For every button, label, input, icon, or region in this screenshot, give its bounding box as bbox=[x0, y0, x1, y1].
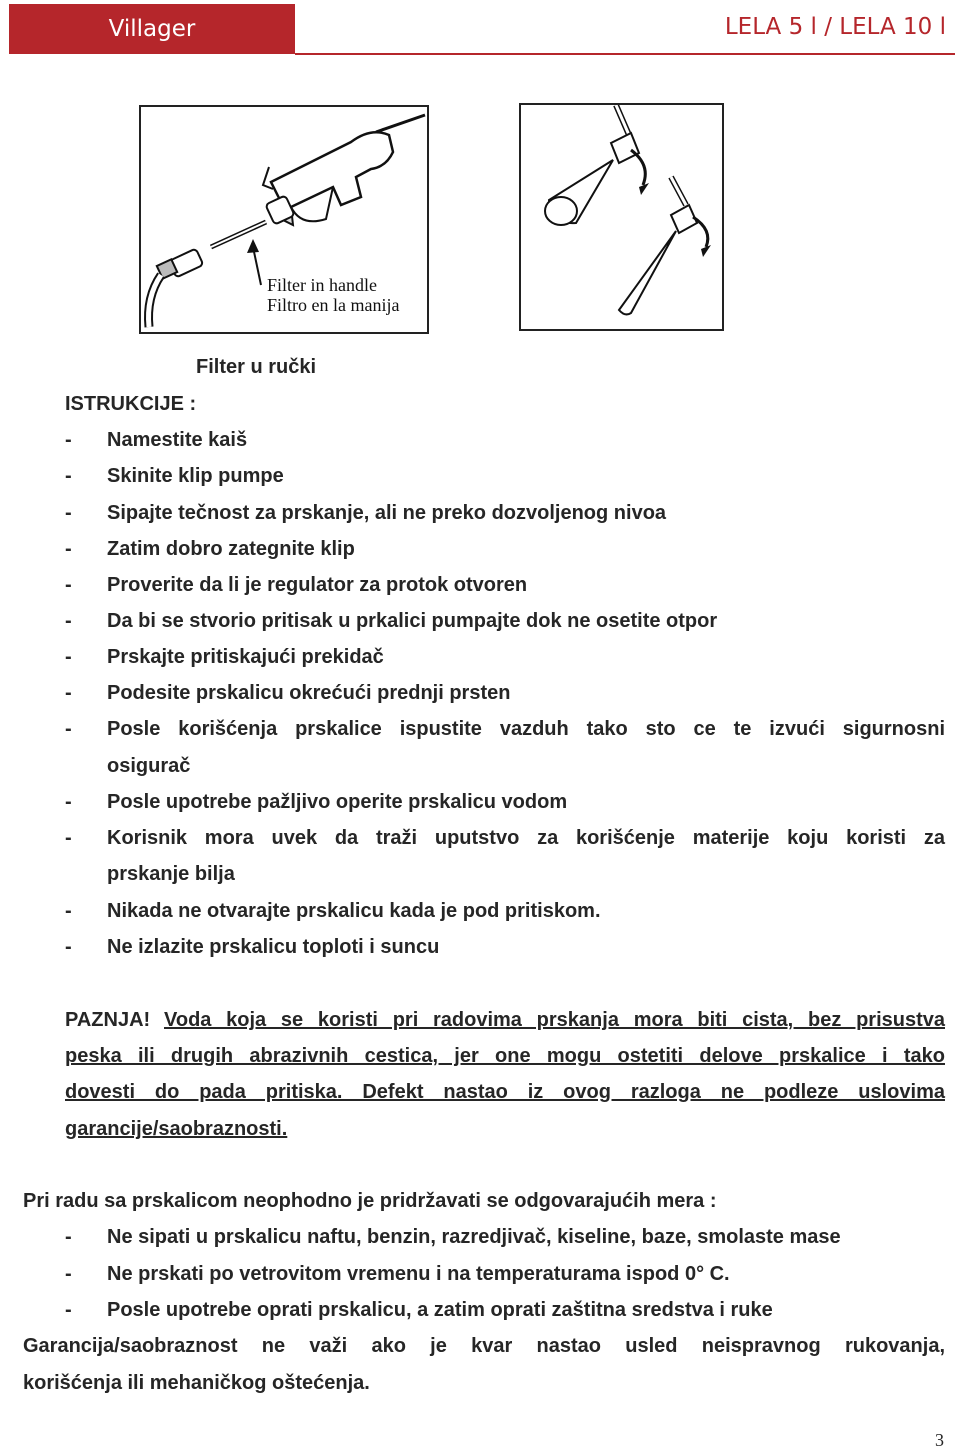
list-item: Sipajte tečnost za prskanje, ali ne preko dozvoljenog nivoa bbox=[107, 502, 667, 524]
list-item: Skinite klip pumpe bbox=[107, 465, 284, 487]
list-item: Ne izlazite prskalicu toploti i suncu bbox=[107, 936, 440, 958]
list-item: Da bi se stvorio pritisak u prkalici pumpajte dok ne osetite otpor bbox=[107, 610, 718, 632]
handle-filter-figure bbox=[139, 105, 429, 334]
list-item: Ne sipati u prskalicu naftu, benzin, razredjivač, kiseline, baze, smolaste mase bbox=[107, 1226, 841, 1248]
list-item: Posle korišćenja prskalice ispustite vazduh tako sto ce te izvući sigurnosni bbox=[107, 718, 945, 740]
instructions-title: ISTRUKCIJE : bbox=[65, 393, 197, 415]
warranty-note: Garancija/saobraznost ne važi ako je kvar nastao usled neispravnog rukovanja, bbox=[23, 1335, 945, 1357]
model-title: LELA 5 l / LELA 10 l bbox=[724, 14, 946, 40]
figure-label-en: Filter in handle bbox=[267, 275, 377, 295]
brand-name: Villager bbox=[108, 16, 196, 42]
list-item: Prskajte pritiskajući prekidač bbox=[107, 646, 384, 668]
warning-line: Voda koja se koristi pri radovima prskanja mora biti cista, bez prisustva bbox=[164, 1009, 945, 1031]
page-number: 3 bbox=[935, 1430, 944, 1450]
list-item: Nikada ne otvarajte prskalicu kada je pod pritiskom. bbox=[107, 900, 601, 922]
list-item-continuation: osigurač bbox=[107, 755, 191, 777]
header-rule bbox=[295, 53, 955, 55]
warning-label: PAZNJA! bbox=[65, 1009, 151, 1031]
warranty-note-continuation: korišćenja ili mehaničkog oštećenja. bbox=[23, 1372, 370, 1394]
list-item: Namestite kaiš bbox=[107, 429, 248, 451]
warning-line: peska ili drugih abrazivnih cestica, jer one mogu ostetiti delove prskalice i tako bbox=[65, 1045, 945, 1067]
list-item: Korisnik mora uvek da traži uputstvo za korišćenje materije koju koristi za bbox=[107, 827, 945, 849]
spray-nozzle-icon bbox=[521, 105, 722, 329]
figure-caption: Filter u ručki bbox=[196, 356, 317, 378]
brand-banner bbox=[9, 4, 295, 54]
list-item: Podesite prskalicu okrećući prednji prsten bbox=[107, 682, 511, 704]
warning-line: garancije/saobraznosti. bbox=[65, 1118, 288, 1140]
warning-line: dovesti do pada pritiska. Defekt nastao iz ovog razloga ne podleze uslovima bbox=[65, 1081, 945, 1103]
measures-title: Pri radu sa prskalicom neophodno je pridržavati se odgovarajućih mera : bbox=[23, 1190, 717, 1212]
nozzle-figure bbox=[519, 103, 724, 331]
list-item: Ne prskati po vetrovitom vremenu i na temperaturama ispod 0° C. bbox=[107, 1263, 730, 1285]
list-item: Proverite da li je regulator za protok otvoren bbox=[107, 574, 528, 596]
list-item: Posle upotrebe oprati prskalicu, a zatim oprati zaštitna sredstva i ruke bbox=[107, 1299, 773, 1321]
figure-label-es: Filtro en la manija bbox=[267, 295, 400, 315]
list-item-continuation: prskanje bilja bbox=[107, 863, 235, 885]
list-item: Posle upotrebe pažljivo operite prskalicu vodom bbox=[107, 791, 568, 813]
list-item: Zatim dobro zategnite klip bbox=[107, 538, 355, 560]
